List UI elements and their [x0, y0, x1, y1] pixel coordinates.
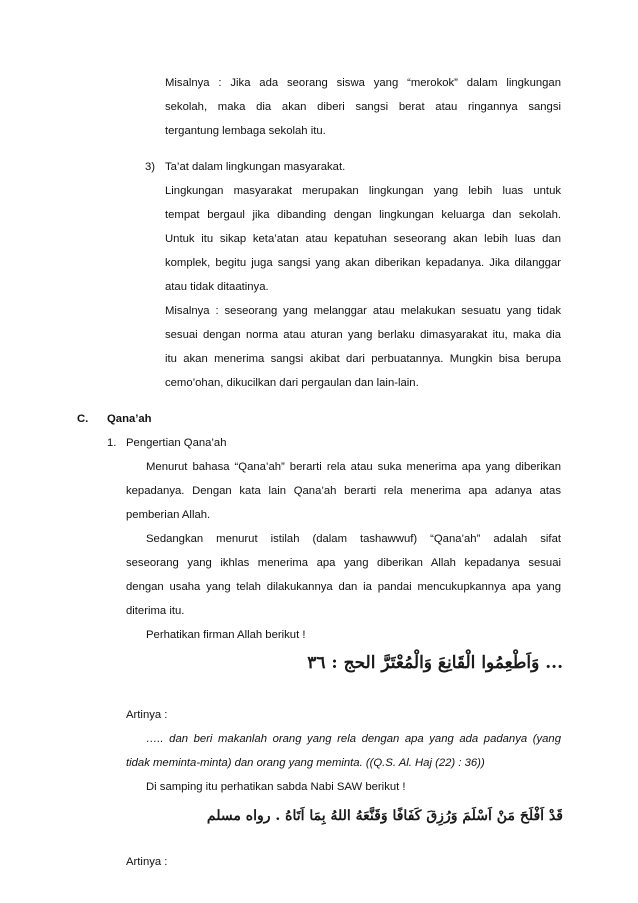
paragraph-line: komplek, begitu juga sangsi yang akan diberikan kepadanya. Jika dilanggar — [165, 257, 561, 269]
ayat-intro: Perhatikan firman Allah berikut ! — [146, 629, 306, 641]
paragraph-line: Lingkungan masyarakat merupakan lingkungan yang lebih luas untuk — [165, 185, 561, 197]
paragraph-line: tergantung lembaga sekolah itu. — [165, 125, 326, 137]
paragraph-line: seseorang yang ikhlas menerima apa yang diberikan Allah kepadanya sesuai — [126, 557, 561, 569]
paragraph-line: tempat bergaul jika dibanding dengan lingkungan keluarga dan sekolah. — [165, 209, 561, 221]
paragraph-line: Misalnya : Jika ada seorang siswa yang “merokok” dalam lingkungan — [165, 77, 561, 89]
paragraph-line: Untuk itu sikap keta’atan atau kepatuhan seseorang akan lebih luas dan — [165, 233, 561, 245]
paragraph-line: dengan usaha yang telah dilakukannya dan ia pandai mencukupkannya apa yang — [126, 581, 561, 593]
translation-line: tidak meminta-minta) dan orang yang meminta. ((Q.S. Al. Haj (22) : 36)) — [126, 757, 485, 769]
translation-line: ….. dan beri makanlah orang yang rela dengan apa yang ada padanya (yang — [146, 733, 561, 745]
paragraph-line: diterima itu. — [126, 605, 185, 617]
paragraph-line: Misalnya : seseorang yang melanggar atau melakukan sesuatu yang tidak — [165, 305, 561, 317]
section-letter: C. — [77, 413, 89, 425]
paragraph-line: itu akan menerima sangsi akibat dari perbuatannya. Mungkin bisa berupa — [165, 353, 561, 365]
artinya-label: Artinya : — [126, 856, 168, 868]
subsection-heading: Pengertian Qana’ah — [126, 437, 227, 449]
artinya-label: Artinya : — [126, 709, 168, 721]
hadis-intro: Di samping itu perhatikan sabda Nabi SAW berikut ! — [146, 781, 406, 793]
list-heading: Ta’at dalam lingkungan masyarakat. — [165, 161, 346, 173]
quran-verse-arabic: ... وَاَطْعِمُوا الْقَانِعَ وَالْمُعْتَرَّ الحج : ٣٦ — [307, 653, 563, 673]
hadith-arabic: قَدْ اَفْلَحَ مَنْ اَسْلَمَ وَرُزِقَ كَفَافًا وَقَنَّعَهُ اللهُ بِمَا اَتَاهُ . رواه مسلم — [206, 808, 563, 824]
list-number: 3) — [145, 161, 156, 173]
paragraph-line: Sedangkan menurut istilah (dalam tashawwuf) “Qana’ah” adalah sifat — [146, 533, 561, 545]
paragraph-line: atau tidak ditaatinya. — [165, 281, 269, 293]
list-number: 1. — [107, 437, 117, 449]
paragraph-line: sekolah, maka dia akan diberi sangsi berat atau ringannya sangsi — [165, 101, 561, 113]
paragraph-line: kepadanya. Dengan kata lain Qana’ah berarti rela menerima apa adanya atas — [126, 485, 561, 497]
paragraph-line: sesuai dengan norma atau aturan yang berlaku dimasyarakat itu, maka dia — [165, 329, 561, 341]
paragraph-line: pemberian Allah. — [126, 509, 211, 521]
paragraph-line: Menurut bahasa “Qana’ah” berarti rela atau suka menerima apa yang diberikan — [146, 461, 561, 473]
paragraph-line: cemo’ohan, dikucilkan dari pergaulan dan lain-lain. — [165, 377, 419, 389]
section-title: Qana’ah — [107, 413, 152, 425]
